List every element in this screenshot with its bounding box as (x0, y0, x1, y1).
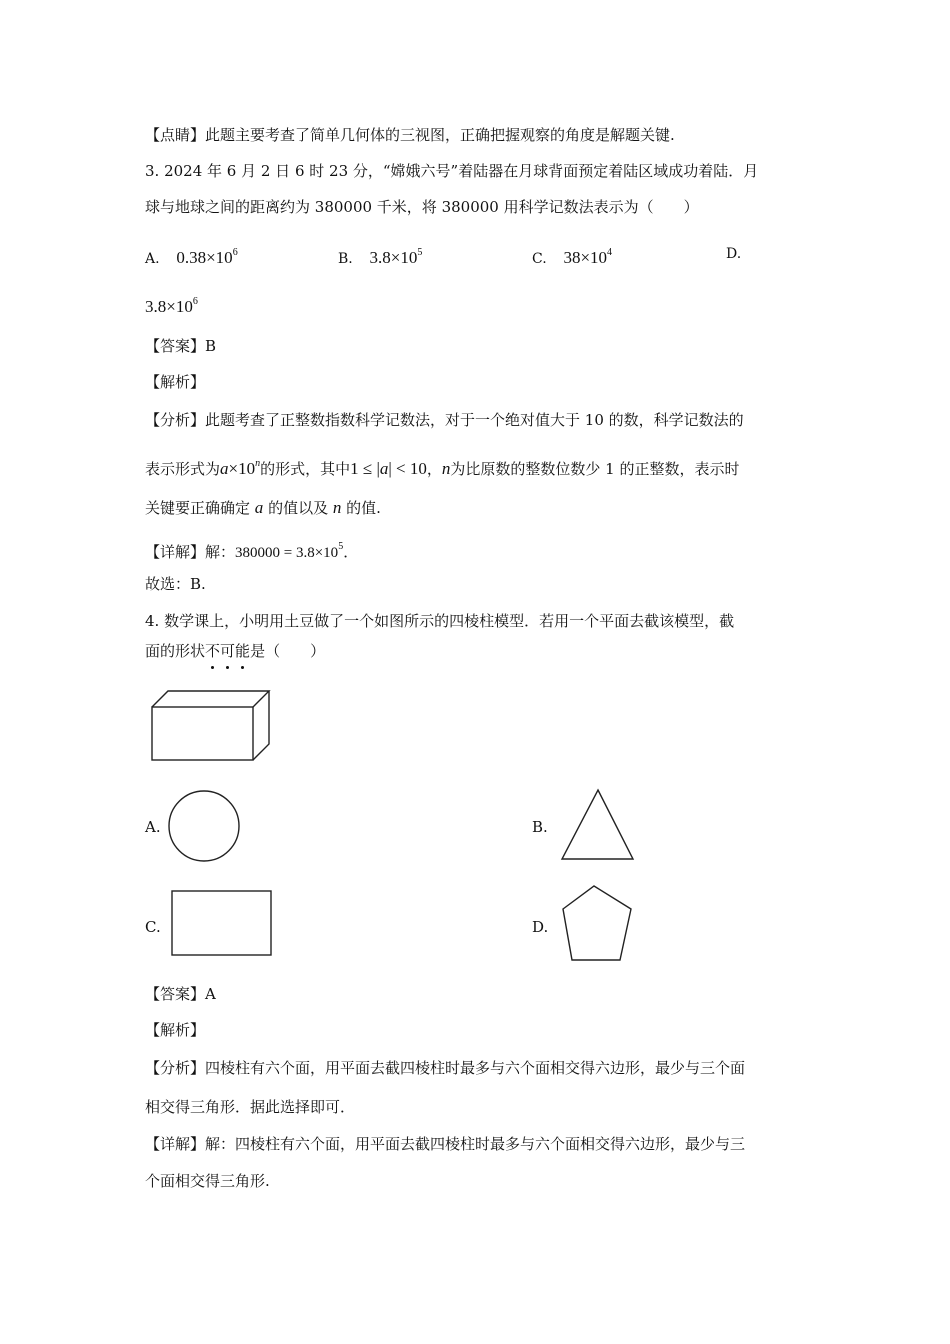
q3-fenxi-line1: 【分析】此题考查了正整数指数科学记数法，对于一个绝对值大于 10 的数，科学记数法的 (145, 411, 744, 429)
emphasis-char: 不 (205, 642, 221, 660)
q3-xiangjie: 【详解】解：$380000 = 3.8\times 10^5$． (145, 541, 359, 561)
emphasis-char: 可 (220, 642, 236, 660)
q4-option-b-label: B. (532, 818, 548, 836)
q3-answer: 【答案】B (145, 337, 217, 355)
q4-stem-line1: 4. 数学课上，小明用土豆做了一个如图所示的四棱柱模型．若用一个平面去截该模型，截 (145, 612, 735, 630)
q3-fenxi-line3: 关键要正确确定 a 的值以及 n 的值. (145, 498, 381, 517)
q3-conclusion: 故选：B. (145, 575, 206, 593)
pentagon-shape (561, 884, 633, 963)
xiangjie-formula: $380000 = 3.8\times 10^5$ (235, 541, 344, 561)
q3-analysis-title: 【解析】 (145, 373, 206, 391)
option-label: D. (726, 246, 742, 262)
q4-stem-line2: 面的形状不可能是（ ） (145, 642, 326, 660)
option-value: $3.8\times 10^6$ (145, 296, 198, 316)
formula-a-times-10n: $a\times 10^n$ (220, 458, 261, 478)
q4-xiangjie-line1: 【详解】解：四棱柱有六个面，用平面去截四棱柱时最多与六个面相交得六边形，最少与三 (145, 1135, 746, 1153)
q4-option-c-label: C. (145, 918, 161, 936)
q3-option-b (338, 243, 422, 269)
option-value: $0.38\times 10^6$ (176, 247, 238, 267)
option-label: C. (532, 251, 547, 267)
formula-abs-range: 1 ≤ |a| < 10 (350, 459, 427, 478)
q3-option-c (532, 243, 612, 269)
q4-answer: 【答案】A (145, 985, 216, 1003)
q4-xiangjie-line2: 个面相交得三角形. (145, 1172, 270, 1190)
q4-fenxi-line1: 【分析】四棱柱有六个面，用平面去截四棱柱时最多与六个面相交得六边形，最少与三个面 (145, 1059, 746, 1077)
q3-stem-line1: 3. 2024 年 6 月 2 日 6 时 23 分，“嫦娥六号”着陆器在月球背面预定着陆区域成功着陆．月 (145, 162, 759, 180)
q3-stem-line2: 球与地球之间的距离约为 380000 千米，将 380000 用科学记数法表示为（ ） (145, 198, 699, 216)
q4-option-d-label: D. (532, 918, 549, 936)
option-value: $3.8\times 10^5$ (369, 247, 423, 267)
q4-analysis-title: 【解析】 (145, 1021, 206, 1039)
q3-option-a (145, 243, 238, 269)
q3-option-d-value (145, 292, 198, 317)
circle-shape (166, 789, 242, 863)
q3-option-d-label (726, 243, 741, 264)
prism-figure (150, 689, 272, 763)
q3-fenxi-line2: 表示形式为$a\times 10^n$的形式，其中1 ≤ |a| < 10，n为比原数的整数位数少 1 的正整数，表示时 (145, 458, 740, 478)
q4-fenxi-line2: 相交得三角形．据此选择即可． (145, 1098, 356, 1116)
dianjing-line (145, 125, 675, 145)
option-label: A. (145, 251, 160, 267)
rectangle-shape (170, 889, 274, 958)
option-label: B. (338, 251, 353, 267)
dianjing-text: 此题主要考查了简单几何体的三视图，正确把握观察的角度是解题关键. (205, 126, 675, 144)
emphasis-char: 能 (235, 642, 251, 660)
q4-option-a-label: A. (145, 818, 161, 836)
triangle-shape (560, 788, 636, 862)
dianjing-tag: 【点睛】 (145, 126, 206, 144)
option-value: $38\times 10^4$ (563, 247, 613, 267)
